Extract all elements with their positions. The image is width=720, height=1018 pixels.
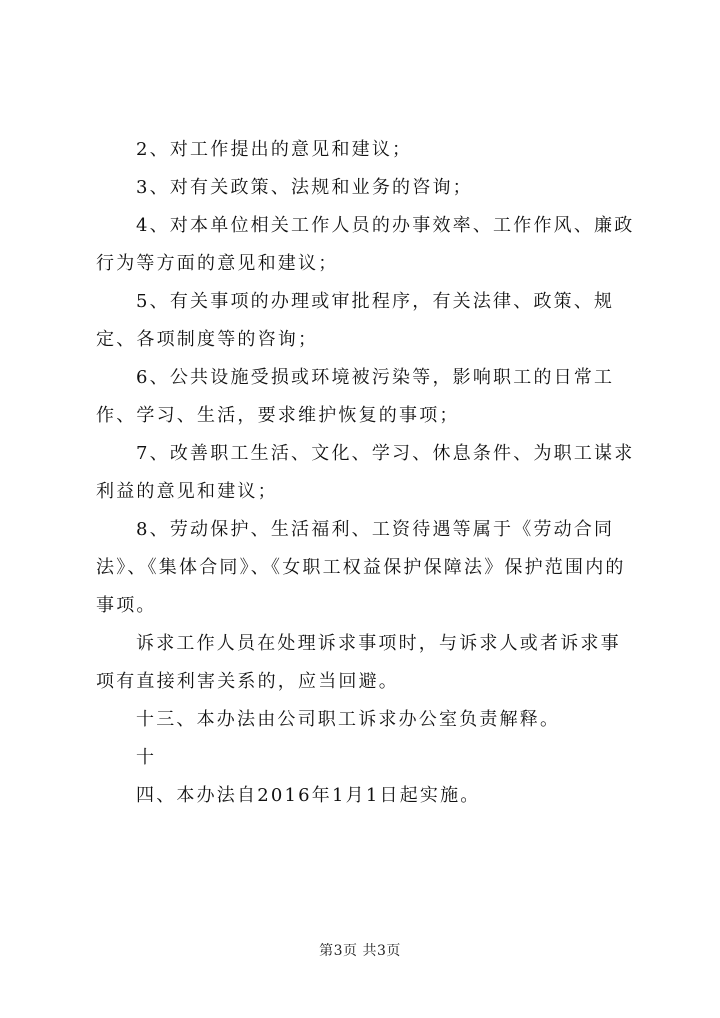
- article-14: 四、本办法自2016年1月1日起实施。: [136, 785, 481, 806]
- document-body: [96, 131, 636, 815]
- article-13: 十三、本办法由公司职工诉求办公室负责解释。: [136, 709, 561, 730]
- clause-4: 4、对本单位相关工作人员的办事效率、工作作风、廉政行为等方面的意见和建议；: [96, 215, 635, 274]
- recusal-paragraph: 诉求工作人员在处理诉求事项时，与诉求人或者诉求事项有直接利害关系的，应当回避。: [96, 633, 621, 692]
- article-14-fragment: 十: [136, 747, 157, 768]
- clause-2: 2、对工作提出的意见和建议；: [136, 139, 413, 160]
- clause-5: 5、有关事项的办理或审批程序，有关法律、政策、规定、各项制度等的咨询；: [96, 291, 615, 350]
- clause-7: 7、改善职工生活、文化、学习、休息条件、为职工谋求利益的意见和建议；: [96, 443, 635, 502]
- clause-6: 6、公共设施受损或环境被污染等，影响职工的日常工作、学习、生活，要求维护恢复的事项；: [96, 367, 615, 426]
- clause-3: 3、对有关政策、法规和业务的咨询；: [136, 177, 473, 198]
- clause-8: 8、劳动保护、生活福利、工资待遇等属于《劳动合同法》、《集体合同》、《女职工权益保护保障法》保护范围内的事项。: [96, 519, 626, 616]
- page-footer: 第3页 共3页: [319, 943, 401, 959]
